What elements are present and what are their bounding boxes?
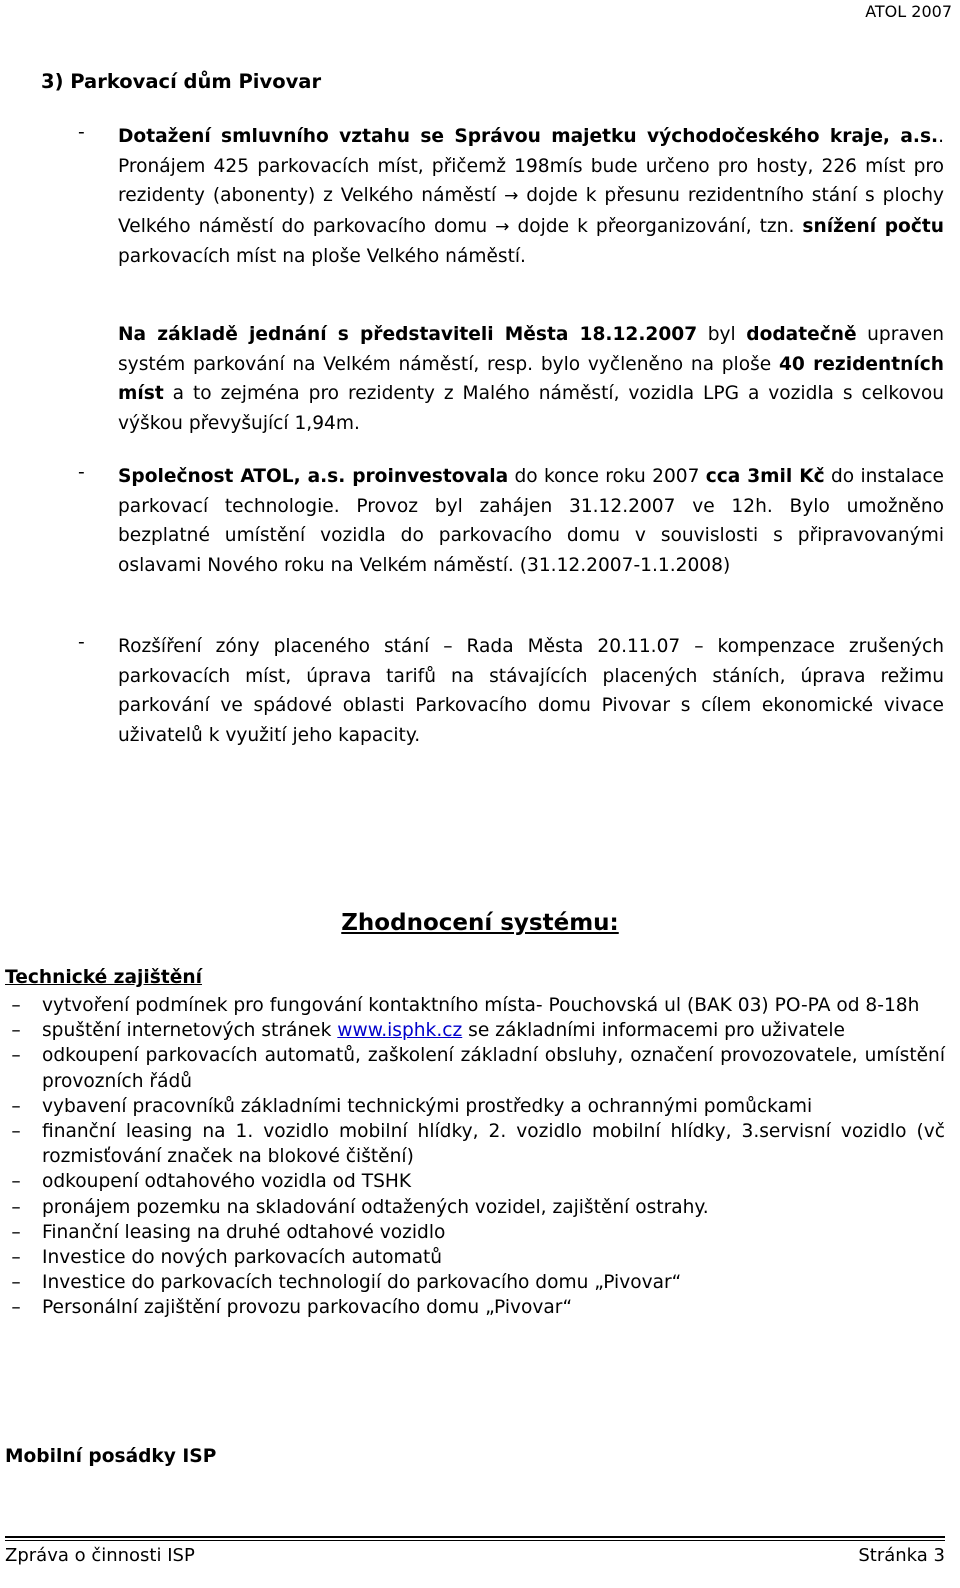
- text: a to zejména pro rezidenty z Malého náměstí, vozidla LPG a vozidla s celkovou výškou převyšující 1,94m.: [118, 383, 944, 434]
- paragraph-rental: [118, 122, 944, 272]
- evaluation-title: Zhodnocení systému:: [341, 910, 619, 936]
- website-link[interactable]: www.isphk.cz: [337, 1020, 463, 1042]
- technical-title: Technické zajištění: [5, 967, 202, 988]
- dash-marker: -: [78, 632, 85, 653]
- list-item: [5, 1043, 945, 1093]
- list-item-text: pronájem pozemku na skladování odtažených vozidel, zajištění ostrahy.: [42, 1196, 709, 1218]
- list-item: [5, 993, 945, 1018]
- text: upraven systém parkování na Velkém náměstí, resp. bylo vyčleněno na ploše: [118, 324, 945, 375]
- text: . Pronájem 425 parkovacích míst, přičemž 198mís bude určeno pro hosty, 226 míst pro rezidenty (abonenty) z Velkého náměstí: [118, 126, 944, 207]
- mobile-crews-title: Mobilní posádky ISP: [5, 1446, 217, 1467]
- dash-bullet-icon: –: [11, 1221, 21, 1243]
- paragraph-zone-extension: Rozšíření zóny placeného stání – Rada Města 20.11.07 – kompenzace zrušených parkovacích míst, úprava tarifů na stávajících placených stáních, úprava režimu parkování ve spádové oblasti Parkovacího domu Pivovar s cílem ekonomické vivace uživatelů k využití jeho kapacity.: [118, 636, 944, 746]
- bold-text: Na základě jednání s představiteli Města 18.12.2007: [118, 324, 698, 345]
- dash-bullet-icon: –: [11, 1297, 21, 1319]
- list-item: [5, 1094, 945, 1119]
- page-number: Stránka 3: [858, 1545, 945, 1566]
- list-item-text: Investice do parkovacích technologií do parkovacího domu „Pivovar“: [42, 1272, 682, 1294]
- dash-bullet-icon: –: [11, 1045, 21, 1067]
- bold-text: snížení počtu: [802, 215, 944, 237]
- bold-text: Společnost ATOL, a.s. proinvestovala: [118, 466, 509, 487]
- paragraph-investment: [118, 462, 944, 580]
- dash-bullet-icon: –: [11, 1121, 21, 1143]
- dash-bullet-icon: –: [11, 995, 21, 1016]
- bold-text: cca 3mil Kč: [705, 466, 825, 487]
- dash-marker: -: [78, 122, 85, 143]
- text: byl: [697, 324, 747, 345]
- bold-lead: Dotažení smluvního vztahu se Správou majetku východočeského kraje, a.s.: [118, 126, 939, 147]
- list-item-text: finanční leasing na 1. vozidlo mobilní hlídky, 2. vozidlo mobilní hlídky, 3.servisní vozidlo (vč rozmisťování značek na blokové čištění): [42, 1121, 945, 1168]
- list-item-text: vybavení pracovníků základními technickými prostředky a ochrannými pomůckami: [42, 1095, 813, 1117]
- text: dojde k přesunu rezidentního stání s plochy Velkého náměstí do parkovacího domu: [118, 185, 944, 237]
- dash-marker: -: [78, 462, 85, 483]
- arrow-icon: →: [495, 216, 510, 237]
- list-item-text: Investice do nových parkovacích automatů: [42, 1247, 443, 1269]
- list-item: [5, 1169, 945, 1194]
- dash-bullet-icon: –: [11, 1171, 21, 1193]
- list-item-text: vytvoření podmínek pro fungování kontaktního místa- Pouchovská ul (BAK 03) PO-PA od 8-18h: [42, 995, 920, 1016]
- list-item-text: se základními informacemi pro uživatele: [462, 1020, 845, 1042]
- list-item-text: Finanční leasing na druhé odtahové vozidlo: [42, 1221, 446, 1243]
- list-item: [5, 1245, 945, 1270]
- text: dojde k přeorganizování, tzn.: [509, 215, 803, 237]
- footer-divider: [5, 1536, 945, 1538]
- list-item: [5, 1195, 945, 1220]
- text: do konce roku 2007: [508, 466, 706, 487]
- dash-bullet-icon: –: [11, 1095, 21, 1117]
- dash-bullet-icon: –: [11, 1247, 21, 1269]
- list-item-text: Personální zajištění provozu parkovacího domu „Pivovar“: [42, 1297, 573, 1319]
- section-heading: 3) Parkovací dům Pivovar: [41, 70, 322, 93]
- technical-list: [5, 993, 945, 1321]
- list-item-text: odkoupení odtahového vozidla od TSHK: [42, 1171, 412, 1193]
- list-item: [5, 1018, 945, 1043]
- list-item: [5, 1270, 945, 1295]
- list-item-text: odkoupení parkovacích automatů, zaškolení základní obsluhy, označení provozovatele, umístění provozních řádů: [42, 1045, 945, 1092]
- dash-bullet-icon: –: [11, 1272, 21, 1294]
- arrow-icon: →: [504, 186, 519, 207]
- list-item: [5, 1220, 945, 1245]
- list-item: [5, 1119, 945, 1169]
- bold-text: dodatečně: [746, 324, 857, 345]
- list-item-text: spuštění internetových stránek: [42, 1020, 338, 1042]
- dash-bullet-icon: –: [11, 1196, 21, 1218]
- text: do instalace parkovací technologie. Provoz byl zahájen 31.12.2007 ve 12h. Bylo umožněno bezplatné umístění vozidla do parkovacího domu v souvislosti s připravovanými oslavami Nového roku na Velkém náměstí. (31.12.2007-1.1.2008): [118, 466, 944, 576]
- footer-title: Zpráva o činnosti ISP: [5, 1545, 195, 1566]
- paragraph-negotiation: [118, 320, 944, 438]
- bold-text: 40 rezidentních míst: [118, 353, 944, 405]
- footer-divider: [5, 1540, 945, 1541]
- dash-bullet-icon: –: [11, 1020, 21, 1042]
- list-item: [5, 1295, 945, 1320]
- page-header: ATOL 2007: [865, 2, 952, 21]
- text: parkovacích míst na ploše Velkého náměstí.: [118, 246, 526, 268]
